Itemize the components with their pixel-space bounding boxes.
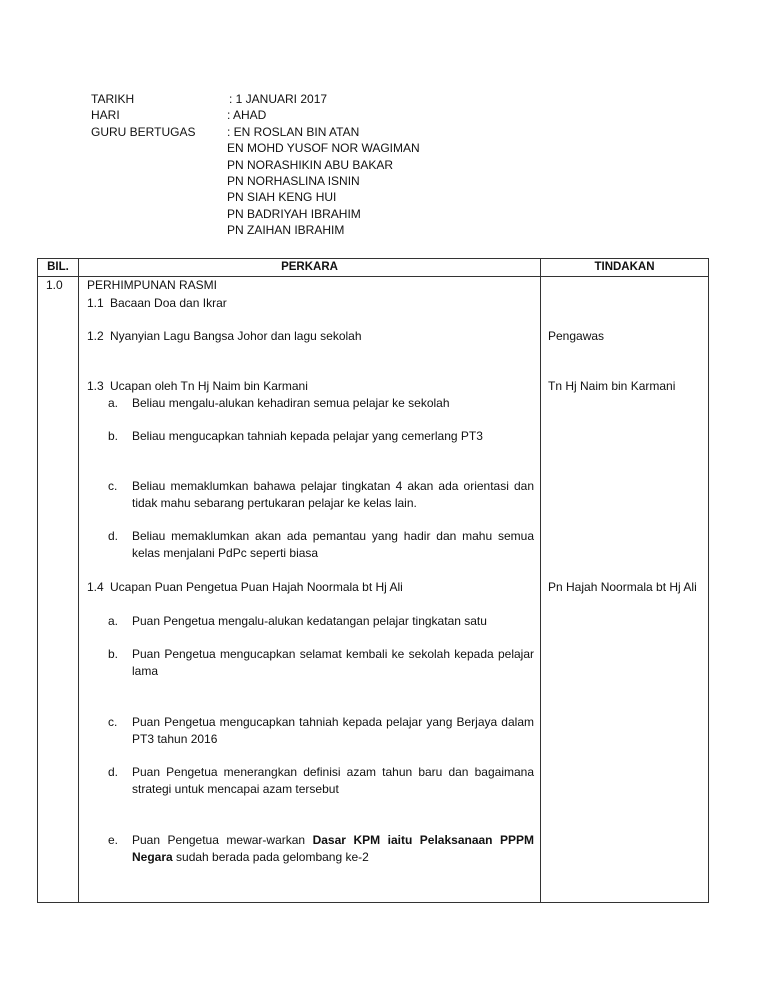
column-header-bil: BIL. (38, 259, 79, 277)
table-row (38, 277, 709, 903)
table-header-row (38, 259, 709, 277)
sub-item-text: Puan Pengetua mengucapkan tahniah kepada pelajar yang Berjaya dalam PT3 tahun 2016 (132, 715, 534, 746)
sub-item-marker: d. (108, 765, 119, 779)
teacher-name: : EN ROSLAN BIN ATAN (227, 124, 360, 139)
date-label: TARIKH (91, 92, 135, 106)
action-text: Pn Hajah Noormala bt Hj Ali (548, 580, 697, 594)
sub-item-marker: d. (108, 529, 119, 543)
sub-item-marker: a. (108, 614, 119, 628)
sub-item-text: Beliau mengucapkan tahniah kepada pelajar yang cemerlang PT3 (132, 429, 483, 443)
item-number: 1.4 (87, 580, 104, 594)
sub-item-text-part: Puan Pengetua mewar-warkan (132, 833, 313, 847)
sub-item-marker: c. (108, 715, 118, 729)
date-value: : 1 JANUARI 2017 (229, 92, 328, 106)
sub-item-text: Beliau mengalu-alukan kehadiran semua pelajar ke sekolah (132, 396, 450, 410)
column-header-tindakan: TINDAKAN (541, 259, 709, 277)
sub-item-text: Puan Pengetua menerangkan definisi azam tahun baru dan bagaimana strategi untuk mencapai azam tersebut (132, 765, 534, 796)
sub-item-marker: a. (108, 396, 119, 410)
teacher-name: PN NORASHIKIN ABU BAKAR (227, 157, 394, 172)
sub-item-marker: b. (108, 429, 119, 443)
item-number: 1.3 (87, 379, 104, 393)
sub-item-text: Beliau memaklumkan bahawa pelajar tingkatan 4 akan ada orientasi dan tidak mahu sebarang pertukaran pelajar ke kelas lain. (132, 479, 534, 510)
column-header-perkara: PERKARA (79, 259, 541, 277)
sub-item-text-bold: Dasar KPM iaitu Pelaksanaan PPPM Negara (132, 833, 535, 864)
day-label: HARI (91, 108, 120, 123)
bil-number: 1.0 (46, 278, 63, 292)
teacher-name: PN NORHASLINA ISNIN (227, 173, 360, 188)
sub-item-marker: c. (108, 479, 118, 493)
sub-item-text: Beliau memaklumkan akan ada pemantau yang hadir dan mahu semua kelas menjalani PdPc seperti biasa (132, 529, 534, 560)
action-text: Tn Hj Naim bin Karmani (548, 379, 676, 393)
sub-item-marker: b. (108, 647, 119, 661)
section-title: PERHIMPUNAN RASMI (87, 278, 218, 292)
day-value: : AHAD (227, 108, 267, 123)
action-text: Pengawas (548, 329, 605, 343)
teacher-name: EN MOHD YUSOF NOR WAGIMAN (227, 141, 420, 156)
item-text: Ucapan Puan Pengetua Puan Hajah Noormala bt Hj Ali (110, 580, 403, 594)
item-number: 1.2 (87, 329, 104, 343)
teacher-label: GURU BERTUGAS (91, 124, 196, 139)
teacher-name: PN SIAH KENG HUI (227, 190, 337, 205)
tindakan-cell (541, 277, 709, 903)
item-text: Ucapan oleh Tn Hj Naim bin Karmani (110, 379, 308, 393)
sub-item-text: Puan Pengetua mengucapkan selamat kembali ke sekolah kepada pelajar lama (132, 647, 534, 678)
item-text: Nyanyian Lagu Bangsa Johor dan lagu sekolah (110, 329, 362, 343)
teacher-name: PN BADRIYAH IBRAHIM (227, 206, 361, 221)
sub-item-text: Puan Pengetua mengalu-alukan kedatangan pelajar tingkatan satu (132, 614, 487, 628)
minutes-table (37, 258, 709, 903)
sub-item-marker: e. (108, 833, 119, 847)
item-number: 1.1 (87, 296, 104, 310)
bil-cell (38, 277, 79, 903)
teacher-name: PN ZAIHAN IBRAHIM (227, 223, 345, 238)
sub-item-text-part: sudah berada pada gelombang ke-2 (172, 849, 369, 864)
sub-item-text (132, 832, 534, 865)
item-text: Bacaan Doa dan Ikrar (110, 296, 227, 310)
perkara-cell (79, 277, 541, 903)
